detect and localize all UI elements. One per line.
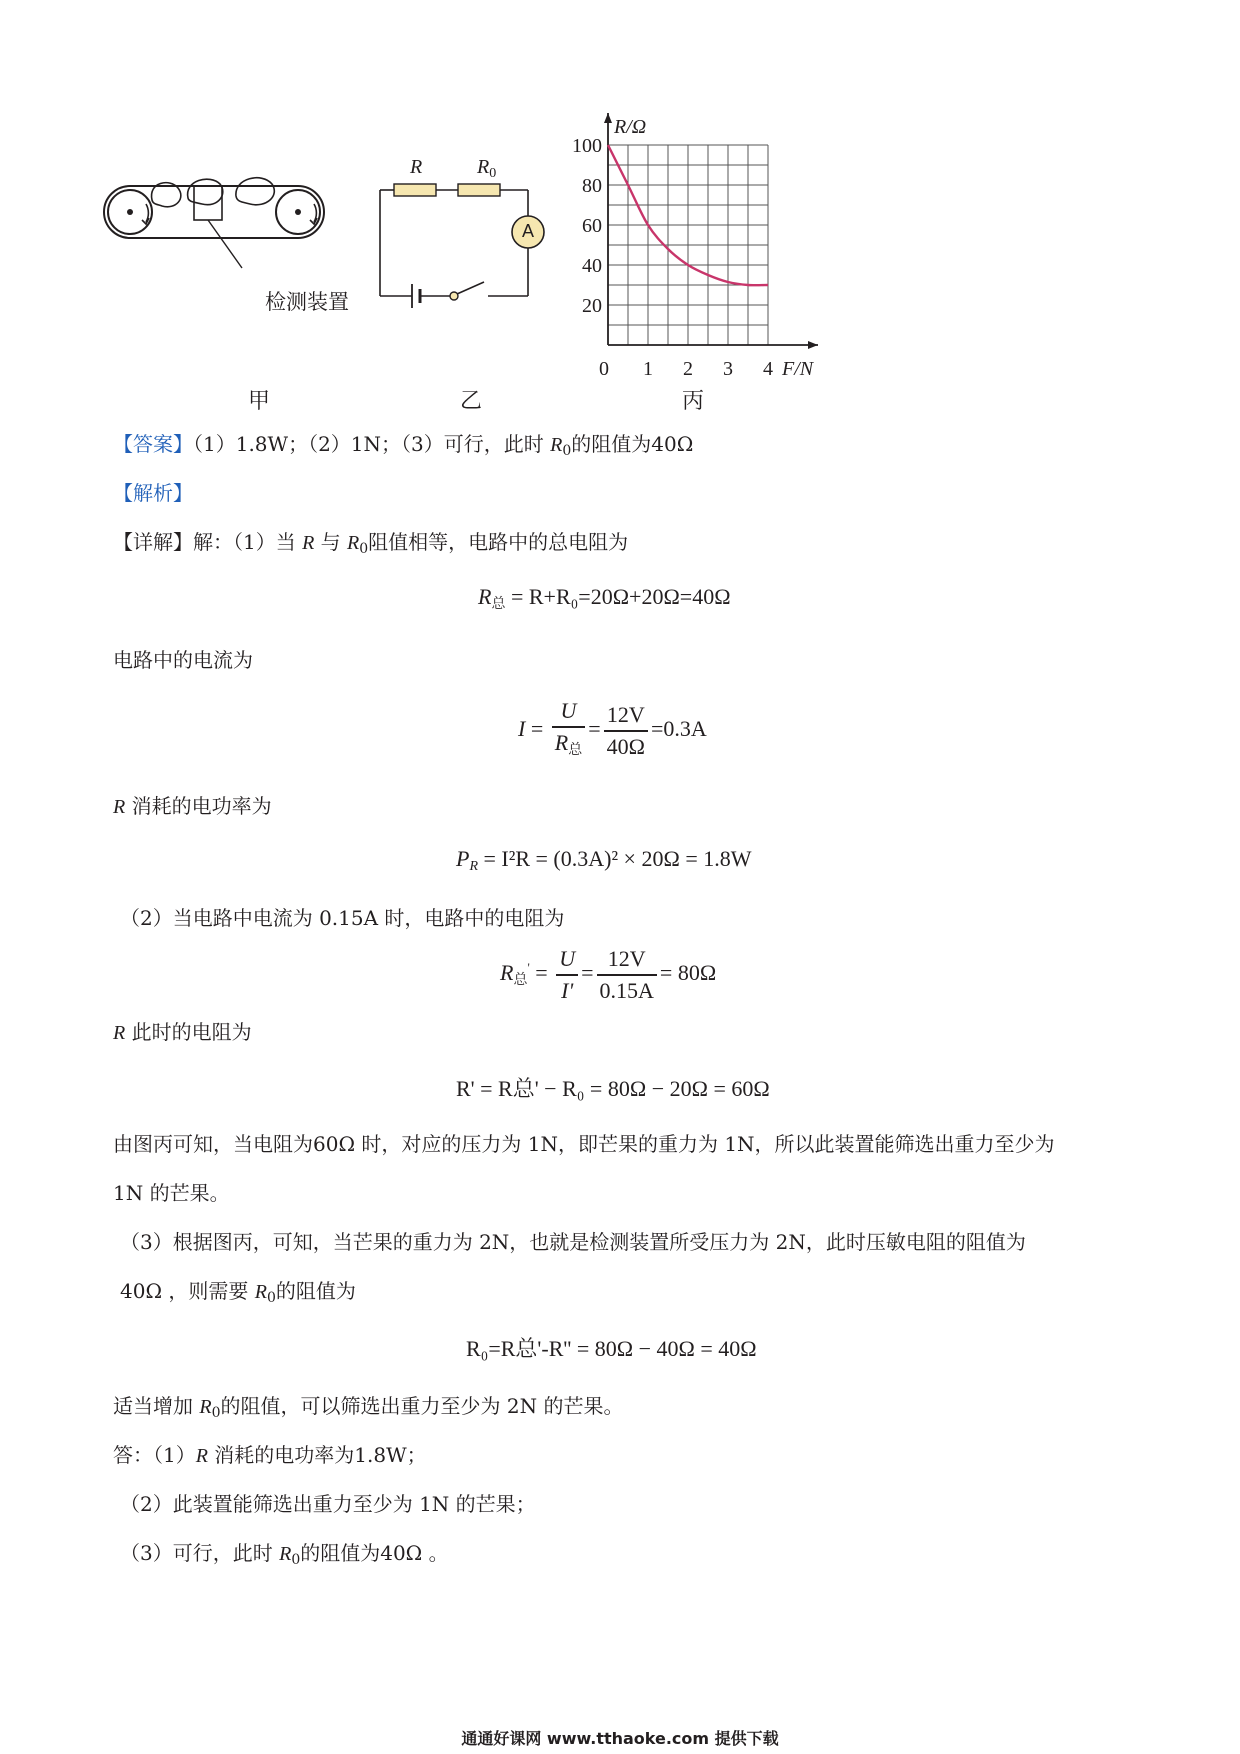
mango-2 bbox=[188, 179, 223, 205]
part3-line-2: 40Ω ，则需要 $R_0$的阻值为 bbox=[120, 1279, 356, 1306]
y-axis-label: R/Ω bbox=[614, 116, 647, 138]
equation-r-prime: R' = R总' − R₀ = 80Ω − 20Ω = 60Ω bbox=[456, 1076, 770, 1101]
x-tick-label: 1 bbox=[643, 358, 653, 380]
figure-bing-label: 丙 bbox=[682, 389, 705, 414]
conclusion-line-2: 1N 的芒果。 bbox=[113, 1181, 230, 1205]
power-intro: R 消耗的电功率为 bbox=[113, 794, 272, 818]
detail-line: 【详解】解：（1）当 R 与 $R_0$阻值相等，电路中的总电阻为 bbox=[113, 530, 629, 557]
footer-watermark: 通通好课网 www.tthaoke.com 提供下载 bbox=[461, 1729, 779, 1748]
resistor-r bbox=[394, 184, 436, 196]
x-tick-label: 0 bbox=[599, 358, 609, 380]
y-tick-label: 80 bbox=[582, 175, 602, 197]
switch bbox=[450, 292, 458, 300]
mango-3 bbox=[236, 178, 274, 205]
part3-line-1: （3）根据图丙，可知，当芒果的重力为 2N，也就是检测装置所受压力为 2N，此时压敏电阻的阻值为 bbox=[120, 1230, 1026, 1254]
equation-current: I = $\frac{U}{R_总}$ = $\frac{12V}{40\Omega}$ =0.3A bbox=[518, 698, 707, 759]
equation-total-resistance: $R_总 = R+R_0=20\Omega+20\Omega=40\Omega$ bbox=[478, 584, 731, 612]
resistor-r-label: R bbox=[410, 156, 423, 178]
answer-tag: 【答案】 bbox=[113, 432, 193, 456]
x-axis-arrow-icon bbox=[808, 341, 818, 349]
y-tick-label: 40 bbox=[582, 255, 602, 277]
y-axis-arrow-icon bbox=[604, 113, 612, 123]
x-axis-label: F/N bbox=[782, 358, 814, 380]
ammeter-label: A bbox=[522, 221, 535, 241]
resistor-r0-label: $R_0$ bbox=[477, 156, 497, 181]
left-roller-axle bbox=[127, 209, 133, 215]
equation-r0: R₀=R总'-R'' = 80Ω − 40Ω = 40Ω bbox=[466, 1336, 757, 1361]
figure-jia-label: 甲 bbox=[248, 389, 271, 414]
detection-device-label: 检测装置 bbox=[265, 290, 349, 314]
analysis-tag: 【解析】 bbox=[113, 481, 193, 505]
increase-r0-line: 适当增加 $R_0$的阻值，可以筛选出重力至少为 2N 的芒果。 bbox=[113, 1394, 624, 1421]
final-answer-1: 答：（1）R 消耗的电功率为1.8W； bbox=[113, 1443, 427, 1467]
x-tick-label: 2 bbox=[683, 358, 693, 380]
device-pointer-line bbox=[208, 220, 242, 268]
conveyor-belt bbox=[104, 186, 324, 238]
x-tick-label: 4 bbox=[763, 358, 773, 380]
final-answer-3: （3）可行，此时 $R_0$的阻值为40Ω 。 bbox=[120, 1541, 449, 1568]
current-intro: 电路中的电流为 bbox=[113, 648, 253, 672]
x-tick-label: 3 bbox=[723, 358, 733, 380]
answer-line: 【答案】（1）1.8W；（2）1N；（3）可行，此时 $R_0$的阻值为40Ω bbox=[113, 432, 694, 459]
y-tick-label: 60 bbox=[582, 215, 602, 237]
resistor-r0 bbox=[458, 184, 500, 196]
final-answer-2: （2）此装置能筛选出重力至少为 1N 的芒果； bbox=[120, 1492, 536, 1516]
right-roller-axle bbox=[295, 209, 301, 215]
r-now-intro: R 此时的电阻为 bbox=[113, 1020, 252, 1044]
part2-intro: （2）当电路中电流为 0.15A 时，电路中的电阻为 bbox=[120, 906, 565, 930]
equation-resistance-at-015: $R_总'$ = $\frac{U}{I'}$ = $\frac{12V}{0.15A}$ = 80Ω bbox=[500, 946, 717, 1003]
equation-power: $P_R = I^2R = (0.3A)^2 \times 20\Omega = 1.8W$ bbox=[456, 846, 752, 874]
figure-bing-chart bbox=[560, 100, 850, 380]
y-tick-label: 20 bbox=[582, 295, 602, 317]
y-tick-label: 100 bbox=[572, 135, 602, 157]
conclusion-line-1: 由图丙可知，当电阻为60Ω 时，对应的压力为 1N，即芒果的重力为 1N，所以此装置能筛选出重力至少为 bbox=[113, 1132, 1055, 1156]
figure-yi-label: 乙 bbox=[460, 389, 483, 414]
